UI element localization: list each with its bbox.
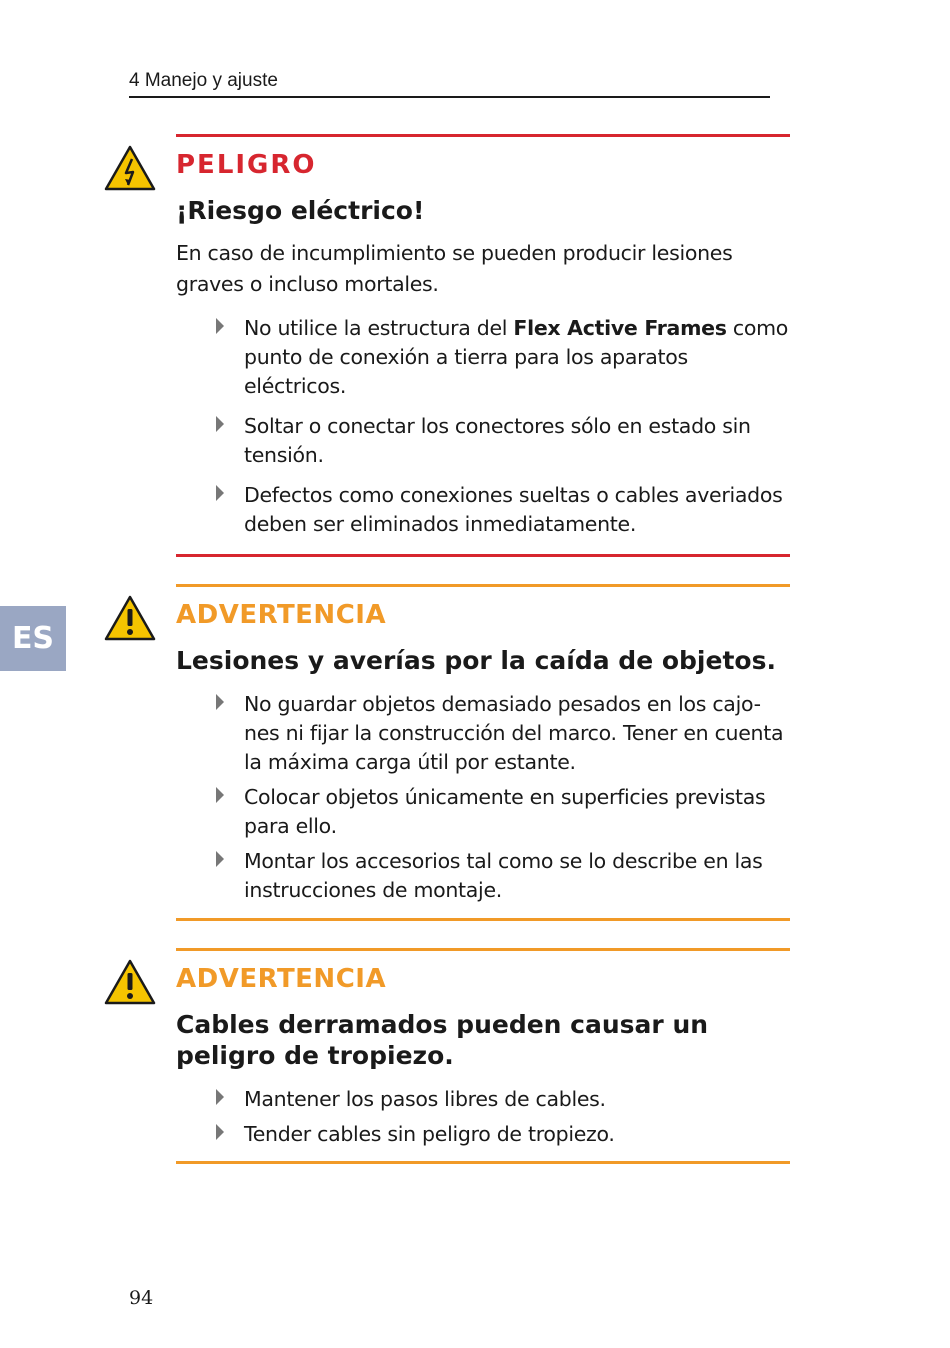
instruction-list	[176, 314, 790, 539]
arrow-bullet-icon	[216, 851, 224, 867]
arrow-bullet-icon	[216, 1124, 224, 1140]
warning-exclamation-icon	[104, 959, 156, 1005]
warning-notice-cables	[176, 948, 790, 1164]
item-text-pre: No utilice la estructura del	[244, 316, 514, 340]
product-name: Flex Active Frames	[513, 316, 727, 340]
list-item	[176, 1085, 790, 1114]
arrow-bullet-icon	[216, 1089, 224, 1105]
notice-headline: Cables derramados pueden causar un peligro de tropiezo.	[176, 1010, 709, 1070]
danger-notice	[176, 134, 790, 557]
signal-word: ADVERTENCIA	[176, 600, 387, 630]
list-item	[176, 783, 790, 841]
language-tab: ES	[0, 606, 66, 671]
item-text: Mantener los pasos libres de cables.	[244, 1087, 606, 1111]
running-header: 4 Manejo y ajuste	[129, 70, 770, 98]
electric-hazard-icon	[104, 145, 156, 191]
notice-intro: En caso de incumplimiento se pueden producir lesiones graves o incluso mortales.	[176, 241, 733, 296]
instruction-list	[176, 1085, 790, 1149]
notice-headline: ¡Riesgo eléctrico!	[176, 196, 425, 225]
item-text: No guardar objetos demasiado pesados en los cajo-nes ni fijar la construcción del marco. Tener en cuenta la máxima carga útil por estante.	[244, 692, 784, 774]
notice-headline: Lesiones y averías por la caída de objetos.	[176, 646, 776, 675]
arrow-bullet-icon	[216, 416, 224, 432]
signal-word: PELIGRO	[176, 150, 317, 180]
list-item	[176, 690, 790, 777]
list-item	[176, 481, 790, 539]
list-item	[176, 1120, 790, 1149]
item-text: Defectos como conexiones sueltas o cables averiados deben ser eliminados inmediatamente.	[244, 483, 783, 536]
arrow-bullet-icon	[216, 787, 224, 803]
list-item	[176, 412, 790, 470]
item-text: Tender cables sin peligro de tropiezo.	[244, 1122, 615, 1146]
arrow-bullet-icon	[216, 694, 224, 710]
page-number: 94	[129, 1287, 154, 1309]
instruction-list	[176, 690, 790, 905]
item-text: Soltar o conectar los conectores sólo en estado sin tensión.	[244, 414, 751, 467]
list-item	[176, 847, 790, 905]
list-item	[176, 314, 790, 401]
warning-exclamation-icon	[104, 595, 156, 641]
warning-notice-falling-objects	[176, 584, 790, 921]
arrow-bullet-icon	[216, 485, 224, 501]
item-text-post: como punto de conexión a tierra para los aparatos eléctricos.	[244, 316, 788, 398]
item-text: Montar los accesorios tal como se lo describe en las instrucciones de montaje.	[244, 849, 763, 902]
item-text: Colocar objetos únicamente en superficies previstas para ello.	[244, 785, 766, 838]
arrow-bullet-icon	[216, 318, 224, 334]
signal-word: ADVERTENCIA	[176, 964, 387, 994]
